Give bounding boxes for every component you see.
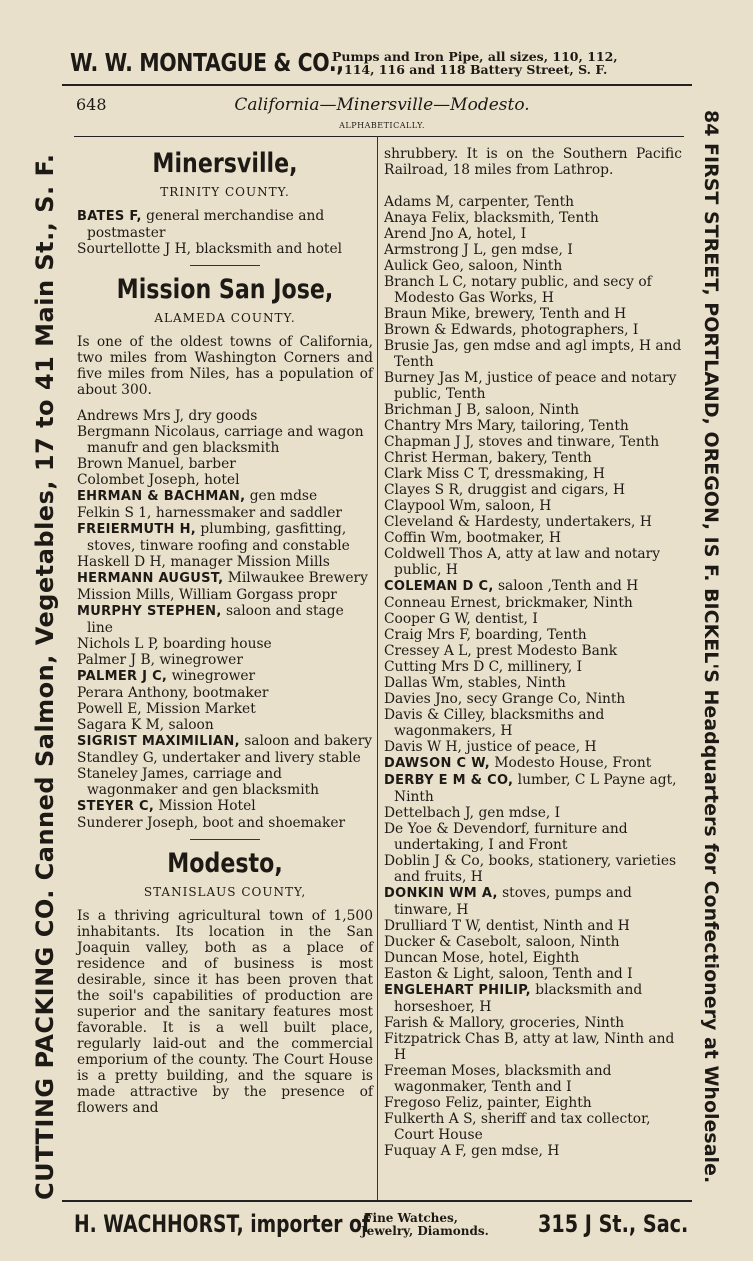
county-trinity: TRINITY COUNTY. bbox=[160, 185, 290, 199]
directory-entry bbox=[77, 603, 373, 636]
entry-text: Anaya Felix, blacksmith, Tenth bbox=[384, 210, 599, 226]
entry-text: Aulick Geo, saloon, Ninth bbox=[384, 258, 563, 274]
directory-entry bbox=[77, 241, 373, 257]
directory-entry bbox=[77, 521, 373, 554]
entry-text: Powell E, Mission Market bbox=[77, 701, 256, 717]
directory-entry bbox=[384, 885, 682, 918]
entry-text: Coldwell Thos A, atty at law and notary public, H bbox=[384, 546, 661, 578]
directory-entry bbox=[384, 595, 682, 611]
entry-text: blacksmith and horseshoer, H bbox=[394, 982, 643, 1015]
directory-entry bbox=[77, 668, 373, 685]
directory-entry bbox=[77, 750, 373, 766]
top-rule bbox=[62, 84, 692, 86]
mission-description: Is one of the oldest towns of California, two miles from Washington Corners and five miles from Niles, has a population of about 300. bbox=[77, 334, 373, 398]
entry-text: Brown Manuel, barber bbox=[77, 456, 236, 472]
directory-entry bbox=[77, 733, 373, 750]
entry-text: Fregoso Feliz, painter, Eighth bbox=[384, 1095, 592, 1111]
directory-entry bbox=[384, 498, 682, 514]
entry-text: Cressey A L, prest Modesto Bank bbox=[384, 643, 618, 659]
entry-text: Fuquay A F, gen mdse, H bbox=[384, 1143, 560, 1159]
entry-text: gen mdse bbox=[245, 488, 318, 504]
directory-entry bbox=[384, 691, 682, 707]
directory-entry bbox=[384, 450, 682, 466]
directory-entry bbox=[384, 739, 682, 755]
directory-entry bbox=[384, 434, 682, 450]
bottom-rule bbox=[62, 1200, 692, 1202]
entry-text: Sourtellotte J H, blacksmith and hotel bbox=[77, 241, 343, 257]
modesto-description: Is a thriving agricultural town of 1,500 inhabitants. Its location in the San Joaquin valley, both as a place of residence and of business is most desirable, since it has been proven that the soil's capabilities of production are superior and the sanitary features most favorable. It is a well built place, regularly laid-out and the commercial emporium of the county. The Court House is a pretty building, and the square is made attractive by the presence of flowers and bbox=[77, 908, 373, 1116]
directory-entry bbox=[384, 546, 682, 578]
entry-text: Doblin J & Co, books, stationery, varieties and fruits, H bbox=[384, 853, 677, 885]
directory-entry bbox=[384, 338, 682, 370]
entry-text: Branch L C, notary public, and secy of Modesto Gas Works, H bbox=[384, 274, 652, 306]
entry-text: Haskell D H, manager Mission Mills bbox=[77, 554, 330, 570]
entry-text: Colombet Joseph, hotel bbox=[77, 472, 240, 488]
directory-entry bbox=[384, 242, 682, 258]
directory-entry bbox=[77, 554, 373, 570]
directory-entry bbox=[384, 370, 682, 402]
entry-text: Chapman J J, stoves and tinware, Tenth bbox=[384, 434, 660, 450]
entry-text: Cooper G W, dentist, I bbox=[384, 611, 538, 627]
entry-text: Milwaukee Brewery bbox=[223, 570, 368, 586]
right-side-advertisement: 84 FIRST STREET, PORTLAND, OREGON, IS F. BICKEL'S Headquarters for Confectionery at Wholesale. bbox=[700, 110, 722, 1184]
entry-text: saloon and bakery bbox=[239, 733, 373, 749]
entry-text: Craig Mrs F, boarding, Tenth bbox=[384, 627, 587, 643]
section-separator bbox=[190, 839, 260, 840]
entry-name: SIGRIST MAXIMILIAN, bbox=[77, 734, 240, 749]
entry-text: Standley G, undertaker and livery stable bbox=[77, 750, 361, 766]
entry-text: Andrews Mrs J, dry goods bbox=[77, 408, 258, 424]
entry-name: MURPHY STEPHEN, bbox=[77, 604, 222, 619]
county-stanislaus: STANISLAUS COUNTY, bbox=[143, 885, 307, 899]
directory-entry bbox=[384, 805, 682, 821]
directory-entry bbox=[384, 611, 682, 627]
page-header bbox=[76, 95, 688, 115]
county-alameda: ALAMEDA COUNTY. bbox=[154, 311, 296, 325]
entry-name: EHRMAN & BACHMAN, bbox=[77, 489, 246, 504]
entry-text: stoves, pumps and tinware, H bbox=[394, 885, 632, 918]
entry-text: Clayes S R, druggist and cigars, H bbox=[384, 482, 626, 498]
directory-entry bbox=[77, 766, 373, 798]
directory-entry bbox=[384, 1143, 682, 1159]
directory-entry bbox=[77, 456, 373, 472]
entry-text: Claypool Wm, saloon, H bbox=[384, 498, 552, 514]
entry-text: Palmer J B, winegrower bbox=[77, 652, 243, 668]
directory-entry bbox=[384, 627, 682, 643]
entry-name: STEYER C, bbox=[77, 799, 155, 814]
bottom-ad-firm: H. WACHHORST, importer of bbox=[74, 1210, 371, 1238]
entry-text: Davis W H, justice of peace, H bbox=[384, 739, 597, 755]
directory-entry bbox=[384, 659, 682, 675]
entry-text: Sunderer Joseph, boot and shoemaker bbox=[77, 815, 346, 831]
entry-text: Armstrong J L, gen mdse, I bbox=[384, 242, 573, 258]
entry-text: Bergmann Nicolaus, carriage and wagon manufr and gen blacksmith bbox=[77, 424, 364, 456]
entry-text: Coffin Wm, bootmaker, H bbox=[384, 530, 562, 546]
directory-entry bbox=[77, 472, 373, 488]
entry-text: Christ Herman, bakery, Tenth bbox=[384, 450, 592, 466]
entry-name: COLEMAN D C, bbox=[384, 579, 494, 594]
entry-text: Felkin S 1, harnessmaker and saddler bbox=[77, 505, 343, 521]
section-separator bbox=[190, 265, 260, 266]
entry-text: Ducker & Casebolt, saloon, Ninth bbox=[384, 934, 620, 950]
right-column bbox=[384, 146, 682, 1159]
directory-entry bbox=[384, 418, 682, 434]
entry-text: Fitzpatrick Chas B, atty at law, Ninth and H bbox=[384, 1031, 675, 1063]
entry-text: Arend Jno A, hotel, I bbox=[384, 226, 527, 242]
entry-text: Brown & Edwards, photographers, I bbox=[384, 322, 639, 338]
top-ad-detail-2: 114, 116 and 118 Battery Street, S. F. bbox=[344, 62, 608, 77]
directory-entry bbox=[77, 570, 373, 587]
directory-entry bbox=[77, 208, 373, 241]
page-number: 648 bbox=[76, 95, 107, 114]
directory-entry bbox=[384, 322, 682, 338]
entry-name: DAWSON C W, bbox=[384, 756, 491, 771]
directory-entry bbox=[384, 1031, 682, 1063]
entry-text: Perara Anthony, bootmaker bbox=[77, 685, 269, 701]
entry-text: winegrower bbox=[167, 668, 256, 684]
directory-entry bbox=[384, 258, 682, 274]
directory-entry bbox=[384, 950, 682, 966]
directory-entry bbox=[384, 675, 682, 691]
directory-entry bbox=[384, 918, 682, 934]
directory-entry bbox=[384, 194, 682, 210]
top-advertisement bbox=[62, 46, 702, 82]
directory-entry bbox=[384, 1063, 682, 1095]
directory-entry bbox=[384, 578, 682, 595]
directory-entry bbox=[384, 530, 682, 546]
directory-entry bbox=[384, 643, 682, 659]
directory-entry bbox=[384, 982, 682, 1015]
directory-entry bbox=[384, 821, 682, 853]
directory-entry bbox=[77, 408, 373, 424]
bottom-ad-small-1: Fine Watches, bbox=[364, 1211, 458, 1225]
entry-text: Farish & Mallory, groceries, Ninth bbox=[384, 1015, 625, 1031]
directory-entry bbox=[77, 636, 373, 652]
town-heading-minersville: Minersville, bbox=[152, 148, 298, 179]
page-subtitle: ALPHABETICALLY. bbox=[339, 121, 425, 130]
directory-entry bbox=[384, 966, 682, 982]
entry-text: De Yoe & Devendorf, furniture and undertaking, I and Front bbox=[384, 821, 628, 853]
directory-entry bbox=[384, 1015, 682, 1031]
modesto-description-continued: shrubbery. It is on the Southern Pacific Railroad, 18 miles from Lathrop. bbox=[384, 146, 682, 178]
entry-text: general merchandise and postmaster bbox=[87, 208, 325, 241]
entry-name: PALMER J C, bbox=[77, 669, 168, 684]
entry-name: ENGLEHART PHILIP, bbox=[384, 983, 531, 998]
directory-entry bbox=[77, 717, 373, 733]
bottom-advertisement bbox=[74, 1206, 694, 1246]
entry-text: Cutting Mrs D C, millinery, I bbox=[384, 659, 583, 675]
top-ad-detail-1: Pumps and Iron Pipe, all sizes, 110, 112, bbox=[332, 49, 618, 64]
directory-entry bbox=[384, 466, 682, 482]
directory-entry bbox=[384, 853, 682, 885]
entry-text: Chantry Mrs Mary, tailoring, Tenth bbox=[384, 418, 629, 434]
entry-text: Cleveland & Hardesty, undertakers, H bbox=[384, 514, 652, 530]
directory-entry bbox=[384, 755, 682, 772]
directory-entry bbox=[77, 505, 373, 521]
entry-text: Mission Mills, William Gorgass propr bbox=[77, 587, 337, 603]
directory-entry bbox=[384, 402, 682, 418]
entry-text: Adams M, carpenter, Tenth bbox=[384, 194, 575, 210]
directory-entry bbox=[384, 934, 682, 950]
entry-text: saloon ,Tenth and H bbox=[493, 578, 639, 594]
page-title: California—Minersville—Modesto. bbox=[234, 95, 530, 115]
directory-entry bbox=[384, 306, 682, 322]
entry-text: Duncan Mose, hotel, Eighth bbox=[384, 950, 580, 966]
directory-entry bbox=[384, 274, 682, 306]
directory-entry bbox=[384, 482, 682, 498]
directory-entry bbox=[384, 1095, 682, 1111]
entry-text: Brichman J B, saloon, Ninth bbox=[384, 402, 579, 418]
entry-text: Brusie Jas, gen mdse and agl impts, H and Tenth bbox=[384, 338, 682, 370]
entry-text: Dallas Wm, stables, Ninth bbox=[384, 675, 566, 691]
directory-entry bbox=[77, 424, 373, 456]
town-heading-modesto: Modesto, bbox=[167, 848, 283, 879]
directory-entry bbox=[77, 488, 373, 505]
entry-name: HERMANN AUGUST, bbox=[77, 571, 224, 586]
entry-text: Sagara K M, saloon bbox=[77, 717, 214, 733]
entry-name: DONKIN WM A, bbox=[384, 886, 498, 901]
entry-text: Freeman Moses, blacksmith and wagonmaker, Tenth and I bbox=[384, 1063, 612, 1095]
directory-entry bbox=[384, 514, 682, 530]
column-divider bbox=[377, 136, 378, 1200]
directory-entry bbox=[384, 226, 682, 242]
entry-name: DERBY E M & CO, bbox=[384, 773, 514, 788]
entry-text: lumber, C L Payne agt, Ninth bbox=[394, 772, 677, 805]
directory-entry bbox=[77, 685, 373, 701]
entry-text: Drulliard T W, dentist, Ninth and H bbox=[384, 918, 630, 934]
directory-entry bbox=[77, 798, 373, 815]
top-ad-firm: W. W. MONTAGUE & CO., bbox=[70, 48, 344, 77]
entry-text: Staneley James, carriage and wagonmaker and gen blacksmith bbox=[77, 766, 320, 798]
entry-text: Mission Hotel bbox=[154, 798, 256, 814]
entry-name: FREIERMUTH H, bbox=[77, 522, 196, 537]
bottom-ad-small-2: Jewelry, Diamonds. bbox=[361, 1224, 489, 1238]
entry-name: BATES F, bbox=[77, 209, 142, 224]
entry-text: Easton & Light, saloon, Tenth and I bbox=[384, 966, 633, 982]
entry-text: Davies Jno, secy Grange Co, Ninth bbox=[384, 691, 626, 707]
entry-text: Davis & Cilley, blacksmiths and wagonmakers, H bbox=[384, 707, 605, 739]
modesto-directory bbox=[384, 194, 682, 1159]
minersville-directory bbox=[77, 208, 373, 257]
entry-text: plumbing, gasfitting, stoves, tinware roofing and constable bbox=[87, 521, 350, 554]
town-heading-mission-san-jose: Mission San Jose, bbox=[116, 274, 334, 305]
bottom-ad-address: 315 J St., Sac. bbox=[538, 1210, 689, 1238]
entry-text: Nichols L P, boarding house bbox=[77, 636, 272, 652]
entry-text: saloon and stage line bbox=[87, 603, 344, 636]
directory-entry bbox=[77, 701, 373, 717]
entry-text: Braun Mike, brewery, Tenth and H bbox=[384, 306, 627, 322]
directory-entry bbox=[384, 772, 682, 805]
directory-entry bbox=[77, 815, 373, 831]
entry-text: Conneau Ernest, brickmaker, Ninth bbox=[384, 595, 633, 611]
left-side-advertisement: CUTTING PACKING CO. Canned Salmon, Vegetables, 17 to 41 Main St., S. F. bbox=[31, 153, 59, 1200]
entry-text: Burney Jas M, justice of peace and notary public, Tenth bbox=[384, 370, 677, 402]
directory-entry bbox=[384, 707, 682, 739]
entry-text: Modesto House, Front bbox=[490, 755, 652, 771]
directory-entry bbox=[77, 652, 373, 668]
directory-entry bbox=[384, 1111, 682, 1143]
directory-entry bbox=[384, 210, 682, 226]
mission-directory bbox=[77, 408, 373, 831]
directory-entry bbox=[77, 587, 373, 603]
entry-text: Clark Miss C T, dressmaking, H bbox=[384, 466, 605, 482]
entry-text: Fulkerth A S, sheriff and tax collector, Court House bbox=[384, 1111, 651, 1143]
left-column bbox=[77, 146, 373, 1116]
entry-text: Dettelbach J, gen mdse, I bbox=[384, 805, 561, 821]
